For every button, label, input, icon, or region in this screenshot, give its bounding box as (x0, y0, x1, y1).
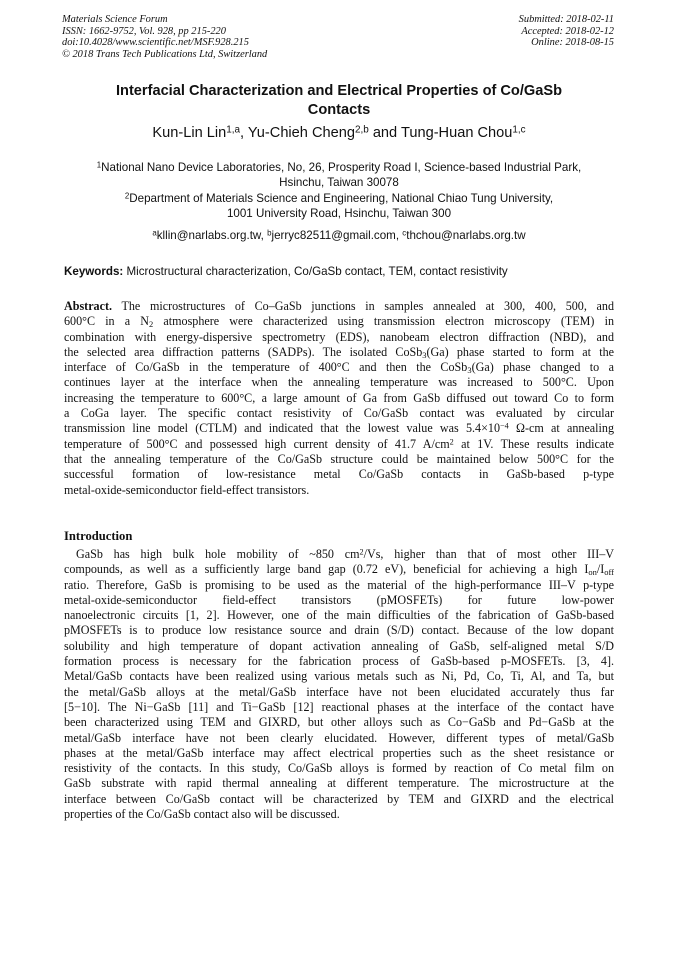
abstract-superscript: −4 (500, 421, 509, 431)
abstract-text: interface of Co/GaSb in the temperature of 400°C and then the CoSb (64, 360, 468, 375)
email-c-marker: c (402, 228, 407, 238)
keywords-label: Keywords: (64, 265, 124, 278)
keywords-text: Microstructural characterization, Co/GaSb contact, TEM, contact resistivity (123, 265, 508, 278)
date-online: Online: 2018-08-15 (531, 37, 614, 49)
abstract-line: a CoGa layer. The specific contact resistivity of Co/GaSb contact was evaluated by circular (64, 406, 614, 421)
abstract-line: successful formation of low-resistance metal Co/GaSb contacts in GaSb-based p-type (64, 467, 614, 482)
author-3: Tung-Huan Chou (400, 125, 513, 141)
affiliation-2-line-2: 1001 University Road, Hsinchu, Taiwan 300 (226, 207, 452, 220)
abstract-line: metal-oxide-semiconductor field-effect transistors. (64, 482, 310, 497)
intro-line: properties of the Co/GaSb contact also will be discussed. (64, 807, 340, 822)
journal-name: Materials Science Forum (62, 14, 168, 25)
abstract-subscript: 3 (467, 365, 472, 376)
paper-title (70, 82, 608, 120)
intro-line: phases at the metal/GaSb interface may affect electrical properties such as the sheet resistance or (64, 745, 614, 760)
email-b: jerryc82511@gmail.com, (271, 229, 403, 242)
abstract-superscript: 2 (449, 436, 454, 446)
intro-subscript: on (588, 567, 597, 578)
affiliation-2-line-1 (60, 191, 618, 206)
intro-line: [5−10]. The Ni−GaSb [11] and Ti−GaSb [12] reactional phases at the interface of the contact have (64, 699, 614, 714)
abstract-label: Abstract. (64, 299, 113, 313)
email-a-marker: a (152, 228, 157, 238)
title-line-1: Interfacial Characterization and Electrical Properties of Co/GaSb (115, 83, 563, 99)
affiliation-1 (60, 160, 618, 190)
section-heading-introduction: Introduction (64, 529, 133, 543)
intro-line (64, 562, 614, 577)
keywords (64, 264, 624, 279)
abstract-text: Ω-cm at annealing (508, 421, 614, 436)
abstract-line (64, 314, 614, 329)
intro-text: GaSb has high bulk hole mobility of ~850 cm (76, 547, 360, 561)
intro-line: metal/GaSb interface have not been clearly elucidated. However, different types of metal/GaSb (64, 730, 614, 745)
abstract-line (64, 437, 614, 452)
author-3-affil: 1,c (512, 124, 526, 136)
author-separator: , (240, 125, 248, 141)
intro-text: /Vs, higher than that of most other III–V (363, 547, 614, 561)
affiliation-2-marker: 2 (124, 191, 130, 201)
intro-line: been characterized using TEM and GIXRD, but other alloys such as Co−GaSb and Pd−GaSb at the (64, 715, 614, 730)
abstract-text: atmosphere were characterized using transmission electron microscopy (TEM) in (153, 314, 615, 329)
intro-line: the metal/GaSb alloys at the metal/GaSb interface have not been elucidated accurately thus far (64, 684, 614, 699)
abstract-subscript: 2 (149, 319, 154, 330)
abstract-line (64, 345, 614, 360)
intro-line: solubility and high temperature of dopant activation annealing of GaSb, self-aligned metal S/D (64, 638, 614, 653)
abstract-text: at 1V. These results indicate (453, 436, 614, 451)
abstract-text: transmission line model (CTLM) and indicated that the lowest value was 5.4×10 (64, 421, 501, 436)
intro-line: pMOSFETs is to produce low resistance source and drain (S/D) contact. Because of the low dopant (64, 623, 614, 638)
affiliation-1-line-1 (60, 160, 618, 175)
email-a: kllin@narlabs.org.tw, (156, 229, 268, 242)
author-1: Kun-Lin Lin (152, 125, 227, 141)
intro-subscript: off (604, 567, 614, 578)
author-2-affil: 2,b (354, 124, 369, 136)
email-b-marker: b (267, 228, 272, 238)
dates-header (519, 14, 614, 49)
abstract-text: 600°C in a N (64, 314, 150, 329)
date-submitted: Submitted: 2018-02-11 (518, 14, 614, 25)
abstract (64, 299, 614, 498)
date-accepted: Accepted: 2018-02-12 (521, 25, 614, 37)
intro-line: metal-oxide-semiconductor field-effect transistors (pMOSFETs) for future low-power (64, 592, 614, 607)
affiliation-2 (60, 191, 618, 221)
title-line-2: Contacts (307, 102, 371, 118)
affiliation-1-marker: 1 (96, 160, 102, 170)
affiliation-2-text: Department of Materials Science and Engineering, National Chiao Tung University, (129, 192, 554, 205)
intro-line: Metal/GaSb contacts have been realized using various metals such as Ni, Pd, Co, Ti, Al, and Ta, but (64, 669, 614, 684)
abstract-line: increasing the temperature to 600°C, a large amount of Ga from GaSb diffused out toward Co to form (64, 390, 614, 405)
abstract-text: (Ga) phase changed to a (471, 360, 614, 375)
journal-header (62, 14, 267, 60)
intro-line: ratio. Therefore, GaSb is promising to be used as the material of the high-performance III–V p-type (64, 577, 614, 592)
abstract-text: (Ga) phase started to form at the (426, 344, 614, 359)
emails-line (60, 228, 618, 243)
abstract-line: combination with energy-dispersive spectrometry (EDS), nanobeam electron diffraction (NBD), and (64, 329, 614, 344)
abstract-line (64, 299, 614, 314)
author-1-affil: 1,a (226, 124, 241, 136)
abstract-text: The microstructures of Co–GaSb junctions in samples annealed at 300, 400, 500, and (112, 299, 614, 313)
journal-doi: doi:10.4028/www.scientific.net/MSF.928.215 (62, 37, 249, 49)
author-list (60, 124, 618, 142)
journal-issn: ISSN: 1662-9752, Vol. 928, pp 215-220 (62, 25, 226, 37)
intro-line: resistivity of the contacts. In this study, Co/GaSb alloys is formed by reaction of Co metal film on (64, 761, 614, 776)
author-emails (60, 228, 618, 243)
introduction-body (64, 547, 614, 822)
abstract-line: that the annealing temperature of the Co/GaSb structure could be maintained below 500°C for the (64, 451, 614, 466)
affiliation-1-text: National Nano Device Laboratories, No, 26, Prosperity Road I, Science-based Industrial Park, (101, 161, 582, 174)
author-2: Yu-Chieh Cheng (247, 125, 355, 141)
intro-text: compounds, as well as a sufficiently large band gap (0.72 eV), beneficial for achieving a high I (64, 562, 589, 577)
author-separator: and (368, 125, 401, 141)
abstract-text: temperature of 500°C and possessed high current density of 41.7 A/cm (64, 436, 450, 451)
intro-text: /I (596, 562, 605, 577)
intro-line: GaSb substrate with rapid thermal annealing at different temperature. The microstructure at the (64, 776, 614, 791)
abstract-text: the selected area diffraction patterns (SADPs). The isolated CoSb (64, 344, 423, 359)
abstract-line (64, 421, 614, 436)
affiliation-1-line-2: Hsinchu, Taiwan 30078 (279, 176, 399, 189)
journal-copyright: © 2018 Trans Tech Publications Ltd, Switzerland (62, 48, 268, 60)
intro-line (64, 547, 614, 562)
intro-line: interface between Co/GaSb contact will be characterized by TEM and GIXRD and the electrical (64, 791, 614, 806)
intro-line: nanoelectronic circuits [1, 2]. However, one of the main difficulties of the fabrication of GaSb-based (64, 608, 614, 623)
intro-line: formation process is necessary for the fabrication process of GaSb-based p-MOSFETs. [3, 4]. (64, 654, 614, 669)
abstract-line (64, 360, 614, 375)
abstract-line: continues layer at the interface when the annealing temperature was increased to 500°C. Upon (64, 375, 614, 390)
intro-superscript: 2 (359, 547, 364, 557)
abstract-subscript: 3 (422, 350, 427, 360)
email-c: thchou@narlabs.org.tw (406, 229, 526, 242)
